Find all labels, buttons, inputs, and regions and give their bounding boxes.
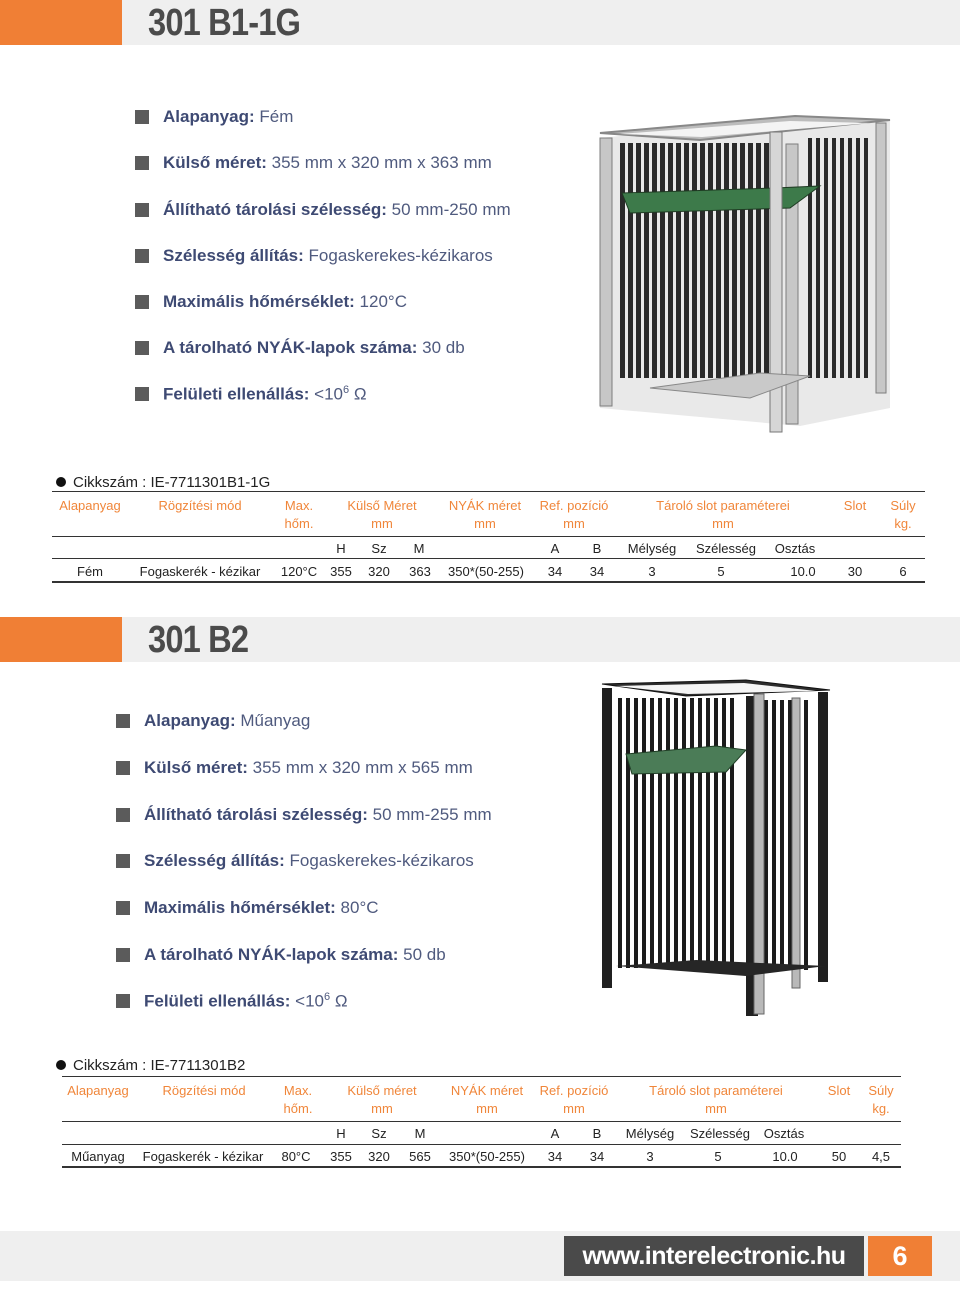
col-header: kg. (872, 1101, 890, 1116)
col-header: NYÁK méret (448, 498, 522, 513)
col-header: Tároló slot paraméterei (656, 498, 790, 513)
table-cell: 3 (648, 564, 656, 579)
sub-header: H (336, 1126, 346, 1141)
product-photo-metal-rack (590, 108, 900, 433)
sub-header: Szélesség (696, 541, 756, 556)
square-bullet-icon (116, 948, 130, 962)
table-cell: Fém (77, 564, 103, 579)
table-cell: 30 (847, 564, 863, 579)
table-cell: 10.0 (772, 1149, 798, 1164)
sub-header: A (550, 541, 560, 556)
table-divider (52, 558, 925, 559)
square-bullet-icon (135, 341, 149, 355)
sub-header: H (336, 541, 346, 556)
col-header: Súly (890, 498, 916, 513)
table-cell: 10.0 (790, 564, 816, 579)
col-header: Alapanyag (67, 1083, 129, 1098)
table-cell: 34 (589, 1149, 605, 1164)
table-cell: 34 (547, 1149, 563, 1164)
col-header: mm (563, 1101, 585, 1116)
sub-header: B (592, 1126, 602, 1141)
product-title: 301 B2 (148, 619, 249, 661)
col-header: NYÁK méret (450, 1083, 524, 1098)
website-link[interactable]: www.interelectronic.hu (564, 1236, 864, 1276)
table-cell: Fogaskerék - kézikar (139, 564, 261, 579)
sub-header: A (550, 1126, 560, 1141)
table-cell: 34 (547, 564, 563, 579)
col-header: Slot (843, 498, 867, 513)
table-cell: 5 (714, 1149, 722, 1164)
col-header: mm (476, 1101, 498, 1116)
table-divider (62, 1166, 901, 1168)
col-header: mm (563, 516, 585, 531)
col-header: Max. (283, 1083, 313, 1098)
square-bullet-icon (135, 156, 149, 170)
square-bullet-icon (116, 901, 130, 915)
sub-header: M (414, 1126, 426, 1141)
square-bullet-icon (116, 854, 130, 868)
table-cell: 4,5 (871, 1149, 891, 1164)
col-header: mm (371, 516, 393, 531)
col-header: Külső Méret (347, 498, 417, 513)
col-header: mm (371, 1101, 393, 1116)
col-header: Tároló slot paraméterei (649, 1083, 783, 1098)
table-cell: 6 (899, 564, 907, 579)
col-header: hőm. (284, 516, 314, 531)
table-divider (62, 1121, 901, 1122)
table-cell: 120°C (280, 564, 318, 579)
square-bullet-icon (116, 994, 130, 1008)
title-accent-bar (0, 0, 122, 45)
col-header: Rögzítési mód (162, 1083, 246, 1098)
table-cell: 350*(50-255) (448, 564, 524, 579)
square-bullet-icon (116, 808, 130, 822)
table-divider (52, 581, 925, 583)
square-bullet-icon (116, 714, 130, 728)
product-photo-plastic-rack (596, 676, 836, 1021)
table-cell: 80°C (281, 1149, 311, 1164)
table-cell: 350*(50-255) (449, 1149, 525, 1164)
col-header: mm (474, 516, 496, 531)
col-header: Max. (284, 498, 314, 513)
table-cell: 363 (409, 564, 431, 579)
circle-bullet-icon (56, 1060, 66, 1070)
sub-header: B (592, 541, 602, 556)
col-header: Slot (827, 1083, 851, 1098)
table-cell: 355 (330, 1149, 352, 1164)
square-bullet-icon (135, 249, 149, 263)
col-header: Ref. pozíció (539, 1083, 609, 1098)
sub-header: Mélység (625, 1126, 675, 1141)
product-title: 301 B1-1G (148, 2, 301, 44)
col-header: Rögzítési mód (158, 498, 242, 513)
sub-header: Mélység (627, 541, 677, 556)
square-bullet-icon (135, 110, 149, 124)
table-cell: 320 (368, 564, 390, 579)
table-cell: 50 (831, 1149, 847, 1164)
table-cell: 355 (330, 564, 352, 579)
table-divider (62, 1076, 901, 1077)
square-bullet-icon (116, 761, 130, 775)
col-header: Alapanyag (59, 498, 121, 513)
circle-bullet-icon (56, 477, 66, 487)
table-cell: Fogaskerék - kézikar (142, 1149, 264, 1164)
sub-header: Sz (371, 541, 387, 556)
square-bullet-icon (135, 295, 149, 309)
table-cell: 320 (368, 1149, 390, 1164)
page-number: 6 (868, 1236, 932, 1276)
sub-header: Szélesség (690, 1126, 750, 1141)
table-divider (52, 491, 925, 492)
table-cell: 565 (409, 1149, 431, 1164)
title-accent-bar (0, 617, 122, 662)
table-cell: 5 (717, 564, 725, 579)
table-cell: 34 (589, 564, 605, 579)
square-bullet-icon (135, 387, 149, 401)
col-header: Külső méret (347, 1083, 417, 1098)
table-cell: 3 (646, 1149, 654, 1164)
sub-header: M (413, 541, 425, 556)
col-header: Ref. pozíció (539, 498, 609, 513)
table-cell: Műanyag (71, 1149, 125, 1164)
sub-header: Osztás (763, 1126, 805, 1141)
sub-header: Osztás (774, 541, 816, 556)
col-header: hőm. (283, 1101, 313, 1116)
col-header: mm (712, 516, 734, 531)
table-divider (62, 1144, 901, 1145)
col-header: kg. (894, 516, 912, 531)
col-header: mm (705, 1101, 727, 1116)
col-header: Súly (868, 1083, 894, 1098)
square-bullet-icon (135, 203, 149, 217)
table-divider (52, 536, 925, 537)
sub-header: Sz (371, 1126, 387, 1141)
